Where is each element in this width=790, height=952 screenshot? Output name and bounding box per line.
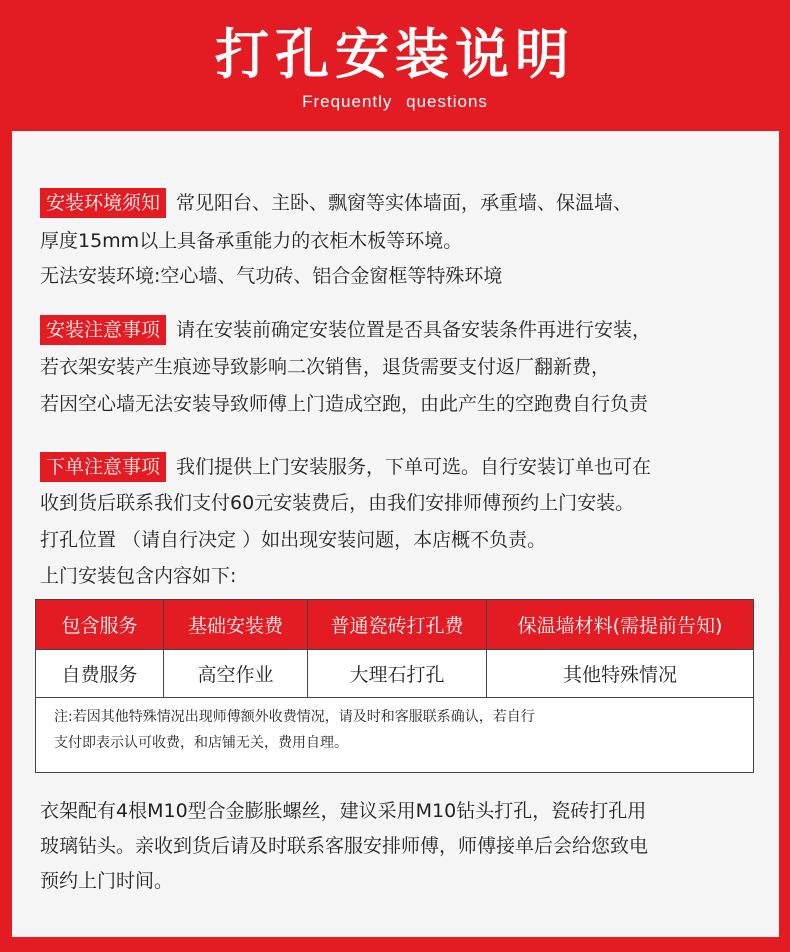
order-text-3: 打孔位置 （请自行决定 ）如出现安装问题，本店概不负责。 <box>40 529 547 551</box>
table-note-line-2: 支付即表示认可收费，和店铺无关，费用自理。 <box>54 735 348 751</box>
install-tag: 安装注意事项 <box>40 315 166 345</box>
order-text-4: 上门安装包含内容如下: <box>40 565 237 587</box>
footer-line-1: 衣架配有4根M10型合金膨胀螺丝，建议采用M10钻头打孔，瓷砖打孔用 <box>40 800 647 822</box>
footer-line-3: 预约上门时间。 <box>40 870 174 892</box>
install-text-3: 若因空心墙无法安装导致师傅上门造成空跑，由此产生的空跑费自行负责 <box>40 393 649 415</box>
install-text-1: 请在安装前确定安装位置是否具备安装条件再进行安装， <box>176 319 652 341</box>
order-text-1: 我们提供上门安装服务，下单可选。自行安装订单也可在 <box>176 456 652 478</box>
table-header-row <box>36 600 754 650</box>
page-title: 打孔安装说明 <box>215 23 575 86</box>
page-subtitle: Frequently questions <box>302 92 488 111</box>
order-tag: 下单注意事项 <box>40 452 166 482</box>
order-text-2: 收到货后联系我们支付60元安装费后，由我们安排师傅预约上门安装。 <box>40 492 635 514</box>
install-line-1 <box>40 315 651 345</box>
env-text-2: 厚度15mm以上具备承重能力的衣柜木板等环境。 <box>40 230 463 252</box>
table-header-cell: 普通瓷砖打孔费 <box>308 600 487 650</box>
service-table <box>35 599 754 773</box>
env-text-3: 无法安装环境:空心墙、气功砖、铝合金窗框等特殊环境 <box>40 265 503 287</box>
table-header-cell: 包含服务 <box>36 600 164 650</box>
table-cell: 高空作业 <box>164 650 308 698</box>
env-text-1: 常见阳台、主卧、飘窗等实体墙面，承重墙、保温墙、 <box>176 192 633 214</box>
footer-line-2: 玻璃钻头。亲收到货后请及时联系客服安排师傅，师傅接单后会给您致电 <box>40 835 649 857</box>
table-note-line-1: 注:若因其他特殊情况出现师傅额外收费情况，请及时和客服联系确认，若自行 <box>54 709 535 725</box>
env-line-1 <box>40 188 632 218</box>
table-row <box>36 650 754 698</box>
order-line-1 <box>40 452 651 482</box>
table-note-cell <box>36 698 754 773</box>
table-cell: 大理石打孔 <box>308 650 487 698</box>
table-cell: 自费服务 <box>36 650 164 698</box>
table-cell: 其他特殊情况 <box>487 650 754 698</box>
table-note-row <box>36 698 754 773</box>
table-header-cell: 保温墙材料(需提前告知) <box>487 600 754 650</box>
footer-paragraph <box>40 794 648 899</box>
table-header-cell: 基础安装费 <box>164 600 308 650</box>
install-text-2: 若衣架安装产生痕迹导致影响二次销售，退货需要支付返厂翻新费， <box>40 356 611 378</box>
env-tag: 安装环境须知 <box>40 188 166 218</box>
